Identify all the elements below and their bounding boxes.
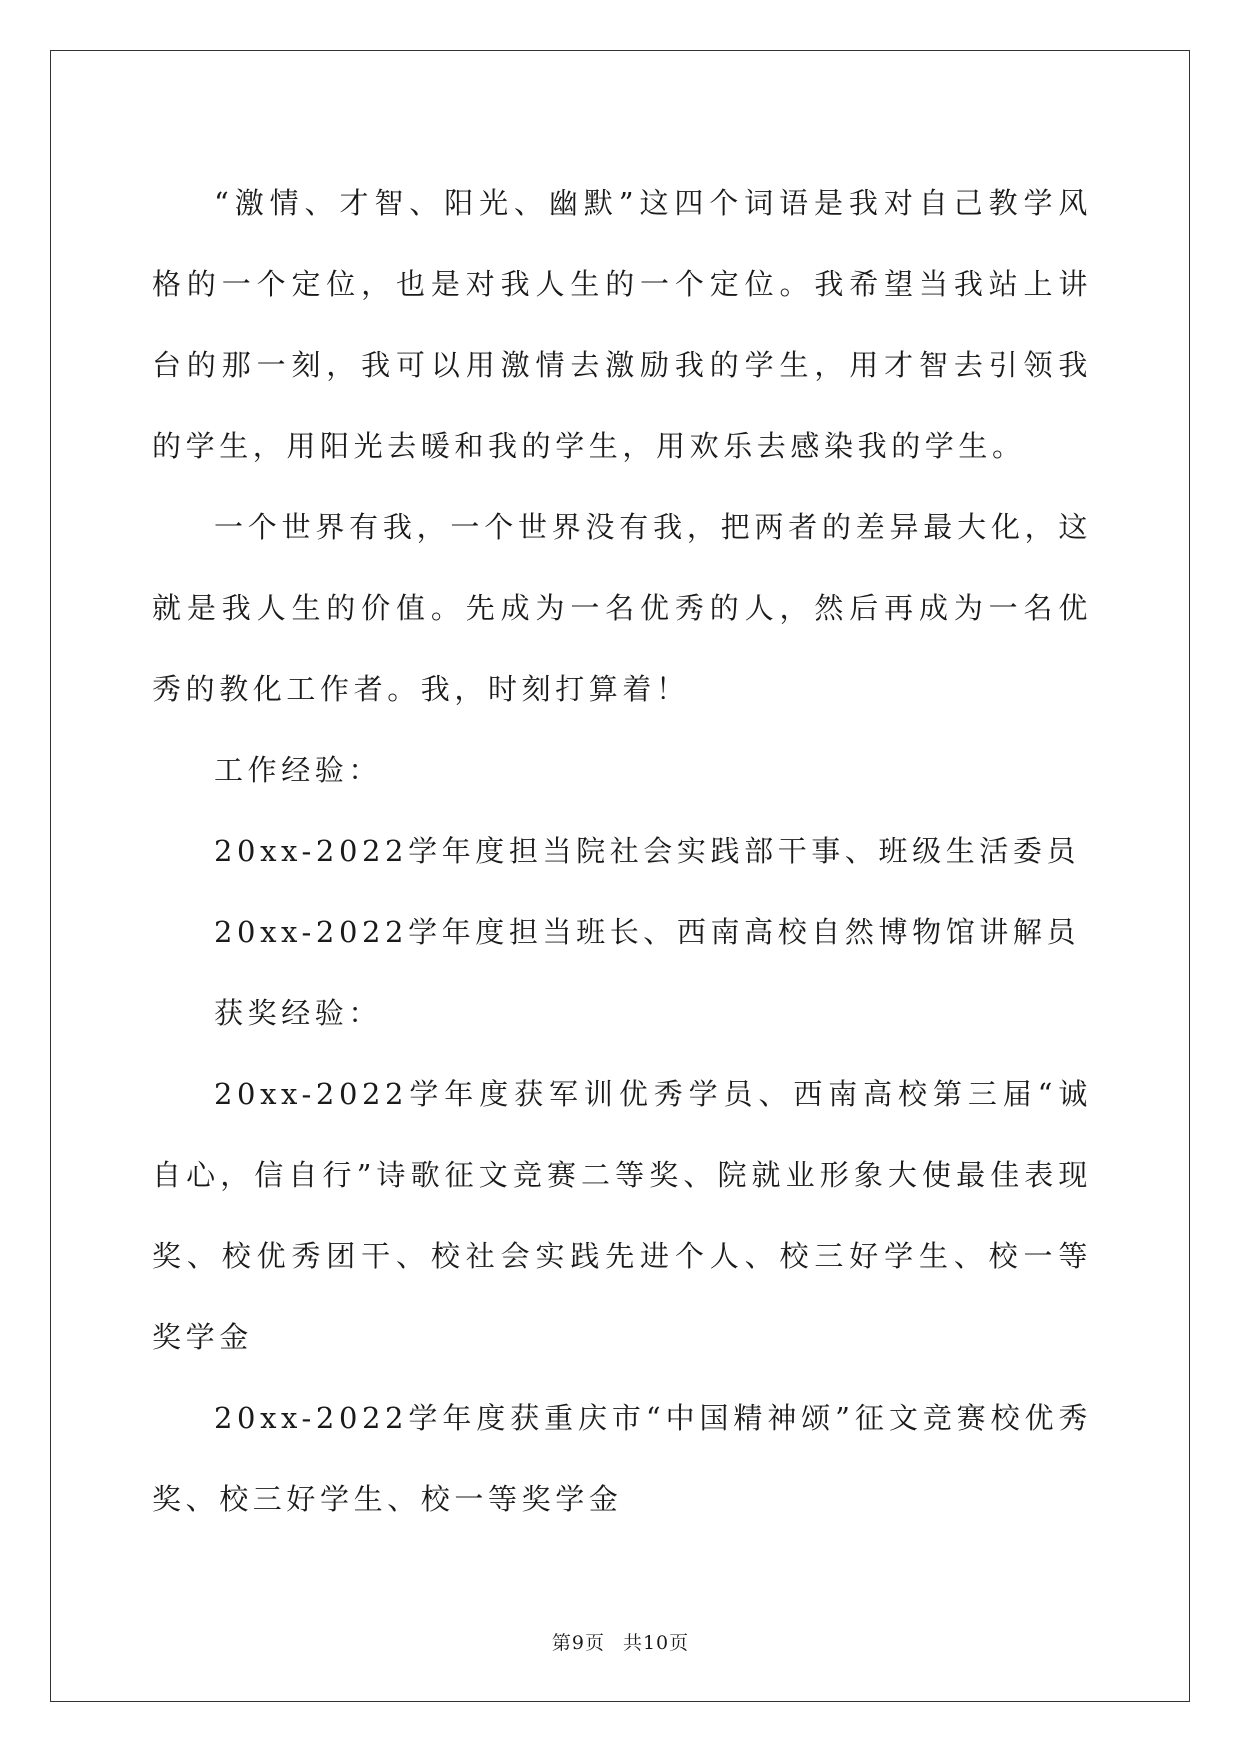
page-footer xyxy=(0,1628,1241,1655)
heading-awards: 获奖经验： xyxy=(214,996,383,1030)
page-total: 共10页 xyxy=(622,1632,690,1654)
work-experience-item: 20xx-2022学年度担当班长、西南高校自然博物馆讲解员 xyxy=(214,915,1081,949)
document-body xyxy=(152,163,1092,1540)
award-item: 20xx-2022学年度获军训优秀学员、西南高校第三届“诚自心，信自行”诗歌征文竞赛二等奖、院就业形象大使最佳表现奖、校优秀团干、校社会实践先进个人、校三好学生、校一等奖学金 xyxy=(152,1077,1092,1354)
work-experience-item: 20xx-2022学年度担当院社会实践部干事、班级生活委员 xyxy=(214,834,1081,868)
page-number: 第9页 xyxy=(551,1632,605,1654)
heading-work-experience: 工作经验： xyxy=(214,753,383,787)
paragraph-teaching-style: “激情、才智、阳光、幽默”这四个词语是我对自己教学风格的一个定位，也是对我人生的一个定位。我希望当我站上讲台的那一刻，我可以用激情去激励我的学生，用才智去引领我的学生，用阳光去暖和我的学生，用欢乐去感染我的学生。 xyxy=(152,186,1092,463)
award-item: 20xx-2022学年度获重庆市“中国精神颂”征文竞赛校优秀奖、校三好学生、校一等奖学金 xyxy=(152,1401,1092,1516)
paragraph-life-value: 一个世界有我，一个世界没有我，把两者的差异最大化，这就是我人生的价值。先成为一名优秀的人，然后再成为一名优秀的教化工作者。我，时刻打算着！ xyxy=(152,510,1092,706)
